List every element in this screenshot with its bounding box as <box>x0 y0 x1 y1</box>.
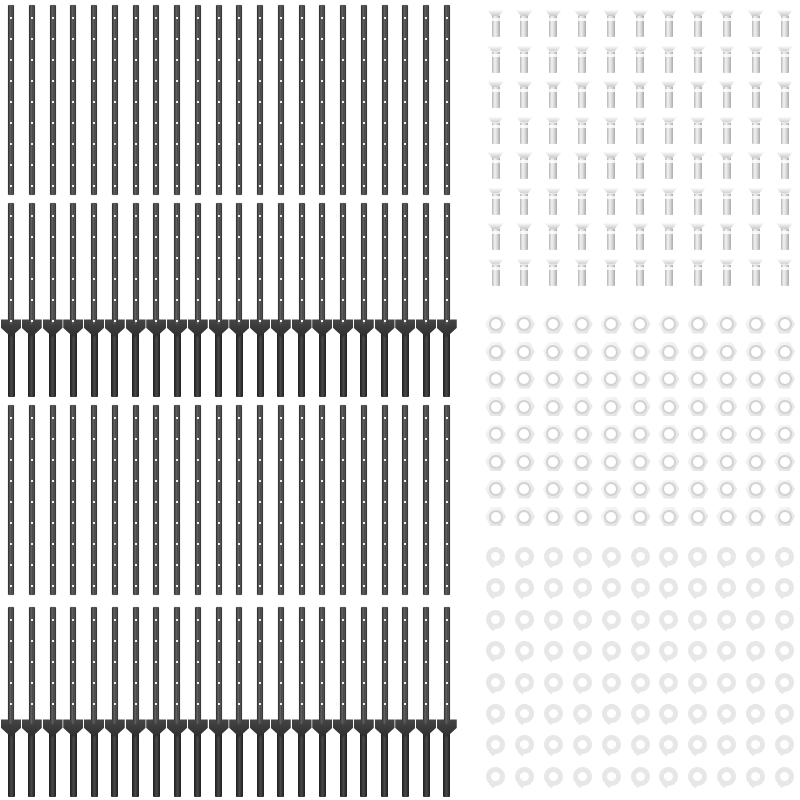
washer-ring <box>515 673 534 692</box>
washer-ring <box>746 767 765 786</box>
washer <box>775 547 794 566</box>
washer-hole <box>636 552 645 561</box>
washer-hole <box>636 772 645 781</box>
washer-hole <box>578 552 587 561</box>
washer-ring <box>515 767 534 786</box>
washer-ring <box>717 610 736 629</box>
washer-hole <box>491 772 500 781</box>
washer <box>544 578 563 597</box>
washer <box>486 704 505 723</box>
washer <box>515 735 534 754</box>
washer-hole <box>722 772 731 781</box>
washer-hole <box>549 740 558 749</box>
washer-ring <box>688 735 707 754</box>
washer-hole <box>549 615 558 624</box>
washer <box>631 767 650 786</box>
washer-ring <box>746 704 765 723</box>
washer-hole <box>780 678 789 687</box>
washer <box>717 547 736 566</box>
washer-ring <box>602 641 621 660</box>
washer-hole <box>607 583 616 592</box>
washer-hole <box>751 615 760 624</box>
washer-hole <box>751 740 760 749</box>
washer-hole <box>520 552 529 561</box>
washer-ring <box>746 641 765 660</box>
washer <box>515 767 534 786</box>
washer <box>544 673 563 692</box>
washer <box>717 610 736 629</box>
washer-hole <box>722 615 731 624</box>
washer <box>717 704 736 723</box>
washer-hole <box>751 583 760 592</box>
washer <box>688 610 707 629</box>
washer <box>746 547 765 566</box>
washer <box>573 704 592 723</box>
washer-ring <box>573 673 592 692</box>
washer-hole <box>607 740 616 749</box>
washer-ring <box>544 767 563 786</box>
washer-hole <box>549 678 558 687</box>
washer-hole <box>491 552 500 561</box>
washer-ring <box>573 547 592 566</box>
washer <box>659 610 678 629</box>
washer <box>486 578 505 597</box>
washer-ring <box>515 610 534 629</box>
washer-ring <box>775 673 794 692</box>
washer <box>688 641 707 660</box>
washer <box>544 547 563 566</box>
washer <box>775 610 794 629</box>
washer-hole <box>491 709 500 718</box>
washer <box>515 578 534 597</box>
washer-hole <box>751 646 760 655</box>
washer-ring <box>775 578 794 597</box>
washer-hole <box>578 709 587 718</box>
washer <box>602 704 621 723</box>
washer-hole <box>664 552 673 561</box>
washer-hole <box>607 709 616 718</box>
washer-hole <box>578 583 587 592</box>
washer-hole <box>607 552 616 561</box>
washer-hole <box>751 552 760 561</box>
washer-hole <box>751 709 760 718</box>
washer <box>717 767 736 786</box>
washer-hole <box>780 615 789 624</box>
washer <box>659 704 678 723</box>
washer-ring <box>717 673 736 692</box>
washer <box>775 704 794 723</box>
washer-hole <box>664 740 673 749</box>
washer <box>515 704 534 723</box>
washer-ring <box>775 735 794 754</box>
washer-hole <box>664 583 673 592</box>
washer-hole <box>578 740 587 749</box>
washer <box>659 641 678 660</box>
washer <box>602 673 621 692</box>
washer-hole <box>607 646 616 655</box>
washer <box>602 767 621 786</box>
washer-hole <box>722 709 731 718</box>
washer-hole <box>780 646 789 655</box>
washer-hole <box>664 709 673 718</box>
washer <box>602 578 621 597</box>
washer-ring <box>486 641 505 660</box>
washer-ring <box>573 578 592 597</box>
washer-ring <box>659 704 678 723</box>
washer-ring <box>659 641 678 660</box>
washer-hole <box>780 583 789 592</box>
washer-hole <box>549 646 558 655</box>
washer-hole <box>520 740 529 749</box>
washer-hole <box>549 709 558 718</box>
washer-ring <box>544 673 563 692</box>
washer-ring <box>486 735 505 754</box>
washer-ring <box>631 673 650 692</box>
washer <box>515 610 534 629</box>
washer <box>775 641 794 660</box>
washer-hole <box>636 709 645 718</box>
washer-ring <box>515 641 534 660</box>
washer-ring <box>602 767 621 786</box>
washer-ring <box>631 547 650 566</box>
washer <box>602 735 621 754</box>
washer <box>688 735 707 754</box>
washer-hole <box>607 678 616 687</box>
washer-ring <box>515 578 534 597</box>
washer <box>486 610 505 629</box>
washer <box>486 767 505 786</box>
washer <box>602 547 621 566</box>
washer <box>717 673 736 692</box>
washer-ring <box>631 735 650 754</box>
washer-hole <box>722 646 731 655</box>
washer <box>775 735 794 754</box>
washer-hole <box>491 678 500 687</box>
washer-ring <box>573 767 592 786</box>
washer <box>544 641 563 660</box>
washer <box>688 673 707 692</box>
washer-hole <box>636 583 645 592</box>
washer <box>631 735 650 754</box>
washer-hole <box>780 740 789 749</box>
washer <box>573 673 592 692</box>
washer <box>631 578 650 597</box>
washer <box>631 704 650 723</box>
washer-hole <box>636 678 645 687</box>
washer-ring <box>775 767 794 786</box>
washer <box>631 673 650 692</box>
washer-ring <box>544 735 563 754</box>
washer <box>746 673 765 692</box>
washer <box>659 673 678 692</box>
washer-hole <box>664 772 673 781</box>
washer-ring <box>688 704 707 723</box>
washer-hole <box>722 740 731 749</box>
washer-hole <box>693 646 702 655</box>
washer-ring <box>717 767 736 786</box>
washer-hole <box>520 678 529 687</box>
washer-ring <box>631 578 650 597</box>
washer-ring <box>659 610 678 629</box>
washer <box>573 578 592 597</box>
washer-ring <box>486 704 505 723</box>
washer-ring <box>602 610 621 629</box>
washer-hole <box>693 615 702 624</box>
washer-hole <box>693 552 702 561</box>
washer-hole <box>636 646 645 655</box>
washer-hole <box>520 615 529 624</box>
washer <box>659 578 678 597</box>
washer-ring <box>631 767 650 786</box>
washer <box>775 578 794 597</box>
washer-ring <box>717 735 736 754</box>
washer-ring <box>544 578 563 597</box>
washer-ring <box>688 641 707 660</box>
washer <box>573 735 592 754</box>
washer-ring <box>573 610 592 629</box>
washer-ring <box>602 735 621 754</box>
washer <box>602 610 621 629</box>
washer <box>515 641 534 660</box>
washer-ring <box>573 704 592 723</box>
washer-ring <box>659 767 678 786</box>
washer-ring <box>486 610 505 629</box>
washer-hole <box>578 646 587 655</box>
washer <box>602 641 621 660</box>
washer <box>631 641 650 660</box>
washer-ring <box>602 704 621 723</box>
washer <box>688 578 707 597</box>
washer-ring <box>688 767 707 786</box>
washer <box>486 673 505 692</box>
washer <box>746 767 765 786</box>
washer-ring <box>746 673 765 692</box>
washer-hole <box>578 772 587 781</box>
washer-ring <box>544 704 563 723</box>
washer-ring <box>602 673 621 692</box>
washer <box>688 704 707 723</box>
washer-ring <box>515 735 534 754</box>
washer-ring <box>717 641 736 660</box>
washer <box>544 735 563 754</box>
washer-ring <box>631 610 650 629</box>
washer-ring <box>631 704 650 723</box>
washer-ring <box>515 547 534 566</box>
washer-hole <box>664 646 673 655</box>
washer <box>659 767 678 786</box>
washer-hole <box>491 615 500 624</box>
washer <box>717 578 736 597</box>
washer <box>746 735 765 754</box>
washer <box>573 610 592 629</box>
washer-hole <box>693 772 702 781</box>
washer <box>746 704 765 723</box>
washer-hole <box>693 740 702 749</box>
washer-ring <box>775 641 794 660</box>
washer <box>717 641 736 660</box>
washer-hole <box>780 772 789 781</box>
washer <box>515 673 534 692</box>
washer-ring <box>631 641 650 660</box>
washer-ring <box>544 547 563 566</box>
washer-ring <box>717 578 736 597</box>
washer-ring <box>515 704 534 723</box>
washer <box>746 578 765 597</box>
washer-ring <box>688 673 707 692</box>
washer-hole <box>636 615 645 624</box>
washer-hole <box>491 646 500 655</box>
washer <box>486 547 505 566</box>
washer <box>544 704 563 723</box>
washer <box>659 735 678 754</box>
washer-hole <box>722 678 731 687</box>
washer <box>544 767 563 786</box>
washer <box>486 641 505 660</box>
washer-hole <box>636 740 645 749</box>
washer-hole <box>491 583 500 592</box>
washer-hole <box>751 772 760 781</box>
washer-hole <box>491 740 500 749</box>
washer-ring <box>688 610 707 629</box>
washer <box>486 735 505 754</box>
washer-ring <box>688 547 707 566</box>
washer <box>544 610 563 629</box>
washer-hole <box>549 552 558 561</box>
washer-ring <box>775 704 794 723</box>
washer-hole <box>578 615 587 624</box>
washer <box>631 610 650 629</box>
washer <box>515 547 534 566</box>
washer-ring <box>746 610 765 629</box>
washer-ring <box>573 641 592 660</box>
washer-hole <box>693 709 702 718</box>
washer-hole <box>607 615 616 624</box>
washer <box>746 610 765 629</box>
washer <box>573 641 592 660</box>
washer-hole <box>693 678 702 687</box>
washer <box>717 735 736 754</box>
washer-hole <box>722 583 731 592</box>
washer-hole <box>722 552 731 561</box>
washer-ring <box>659 735 678 754</box>
washer-hole <box>693 583 702 592</box>
washer-ring <box>775 547 794 566</box>
washer-hole <box>664 615 673 624</box>
washer-ring <box>544 610 563 629</box>
washer-ring <box>486 578 505 597</box>
washer-ring <box>573 735 592 754</box>
washer-ring <box>486 673 505 692</box>
washer <box>775 673 794 692</box>
washer-ring <box>688 578 707 597</box>
washer-ring <box>775 610 794 629</box>
washer-ring <box>602 578 621 597</box>
washer <box>659 547 678 566</box>
washer-hole <box>520 646 529 655</box>
washer <box>688 767 707 786</box>
washer-ring <box>717 547 736 566</box>
washer-hole <box>780 709 789 718</box>
washer-hole <box>520 583 529 592</box>
washer-ring <box>486 547 505 566</box>
washer-ring <box>659 578 678 597</box>
washer <box>631 547 650 566</box>
washer-hole <box>520 709 529 718</box>
washer-ring <box>746 547 765 566</box>
washer <box>688 547 707 566</box>
washer <box>775 767 794 786</box>
washer <box>573 767 592 786</box>
washer-ring <box>746 735 765 754</box>
washer-hole <box>607 772 616 781</box>
washer <box>746 641 765 660</box>
washer-hole <box>578 678 587 687</box>
washer-hole <box>780 552 789 561</box>
washer-ring <box>717 704 736 723</box>
washer-hole <box>664 678 673 687</box>
washer-ring <box>746 578 765 597</box>
washer-hole <box>520 772 529 781</box>
washer-hole <box>751 678 760 687</box>
washer-ring <box>659 547 678 566</box>
washer-hole <box>549 583 558 592</box>
washer-ring <box>486 767 505 786</box>
washer-ring <box>602 547 621 566</box>
washer-ring <box>659 673 678 692</box>
washer-ring <box>544 641 563 660</box>
washer <box>573 547 592 566</box>
washer-hole <box>549 772 558 781</box>
